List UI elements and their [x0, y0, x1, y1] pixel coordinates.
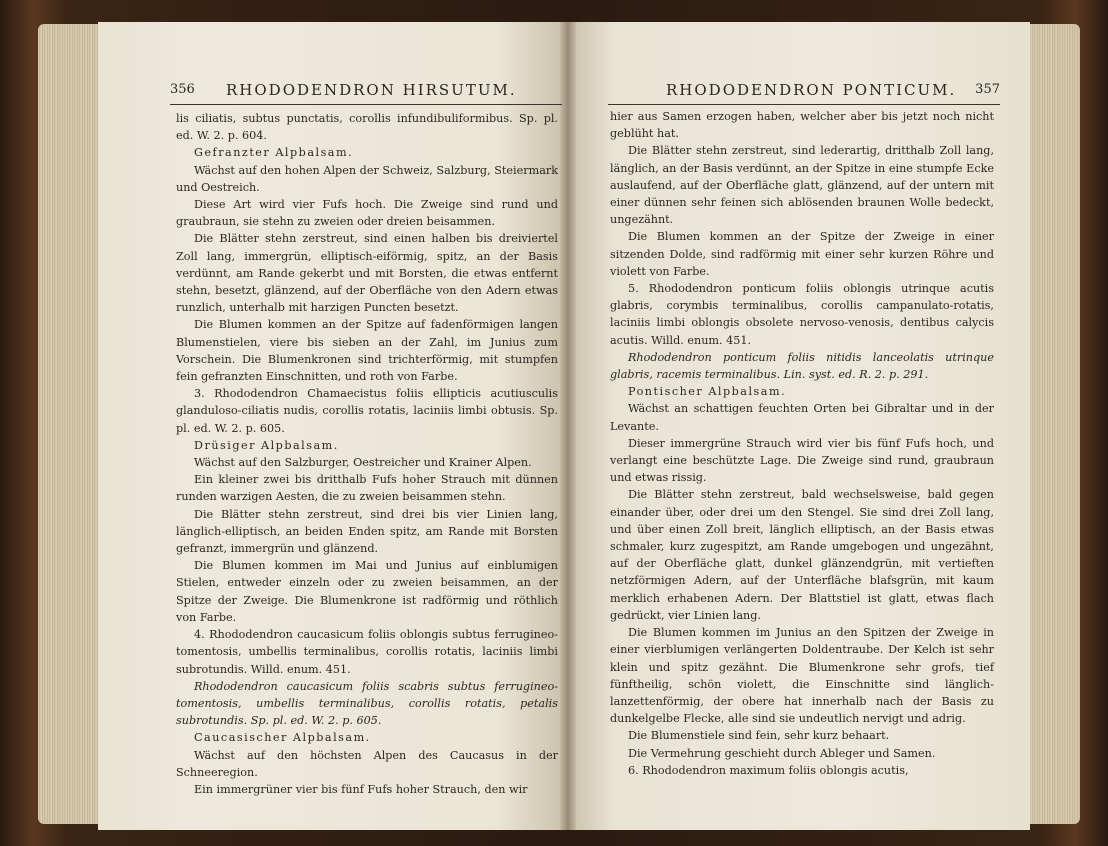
paragraph: Die Blätter stehn zerstreut, sind drei bis vier Linien lang, länglich-elliptisch, an beiden Enden spitz, am Rande mit Borsten gefranzt, immergrün und glänzend.	[176, 507, 558, 556]
species-common-name: Caucasischer Alpbalsam.	[194, 731, 371, 745]
left-running-header	[170, 80, 562, 105]
paragraph: Dieser immergrüne Strauch wird vier bis fünf Fufs hoch, und verlangt eine beschützte Lage. Die Zweige sind rund, graubraun und etwas rissig.	[610, 436, 994, 485]
paragraph: Wächst auf den höchsten Alpen des Caucasus in der Schneeregion.	[176, 748, 558, 779]
right-header-title: RHODODENDRON PONTICUM.	[666, 81, 957, 99]
paragraph: Ein kleiner zwei bis dritthalb Fufs hoher Strauch mit dünnen runden warzigen Aesten, die zu zweien beisammen stehn.	[176, 473, 558, 504]
species-entry: 3. Rhododendron Chamaecistus foliis ellipticis acutiusculis glanduloso-ciliatis nudis, corollis rotatis, laciniis limbi obtusis. Sp. pl. ed. W. 2. p. 605.	[176, 387, 558, 435]
paragraph: Wächst auf den hohen Alpen der Schweiz, Salzburg, Steiermark und Oestreich.	[176, 163, 558, 194]
right-body-text	[610, 108, 994, 779]
synonym-entry: Rhododendron caucasicum foliis scabris subtus ferrugineo-tomentosis, umbellis terminalibus, corollis rotatis, petalis subrotundis. Sp. pl. ed. W. 2. p. 605.	[176, 679, 558, 728]
species-entry: 4. Rhododendron caucasicum foliis oblongis subtus ferrugineo-tomentosis, umbellis terminalibus, corollis rotatis, laciniis limbi subrotundis. Willd. enum. 451.	[176, 628, 558, 676]
paragraph: Die Blumen kommen an der Spitze auf fadenförmigen langen Blumenstielen, viere bis sieben an der Zahl, im Junius zum Vorschein. Die Blumenkronen sind trichterförmig, mit stumpfen fein gefranzten Einschnitten, und roth von Farbe.	[176, 318, 558, 384]
paragraph: Die Blätter stehn zerstreut, sind lederartig, dritthalb Zoll lang, länglich, an der Basis verdünnt, an der Spitze in eine stumpfe Ecke auslaufend, auf der Oberfläche glatt, glänzend, auf der untern mit einer dünnen sehr feinen sich ablösenden braunen Wolle bedeckt, ungezähnt.	[610, 144, 994, 227]
left-page	[98, 22, 568, 830]
right-running-header	[608, 80, 1000, 105]
left-body-text	[176, 110, 558, 798]
paragraph: Die Blätter stehn zerstreut, bald wechselsweise, bald gegen einander über, oder drei um den Stengel. Sie sind drei Zoll lang, und über einen Zoll breit, länglich elliptisch, an der Basis etwas schmaler, kurz zugespitzt, am Rande umgebogen und ungezähnt, auf der Oberfläche glatt, dunkel glänzendgrün, mit vertieften netzförmigen Adern, auf der Unterfläche blafsgrün, mit kaum merklich erhabenen Adern. Der Blattstiel ist glatt, etwas flach gedrückt, vier Linien lang.	[610, 488, 994, 622]
page-edges-right	[1028, 24, 1080, 824]
paragraph: Die Blumen kommen an der Spitze der Zweige in einer sitzenden Dolde, sind radförmig mit einer sehr kurzen Röhre und violett von Farbe.	[610, 230, 994, 278]
species-common-name: Drüsiger Alpbalsam.	[194, 438, 339, 452]
synonym-entry: Rhododendron ponticum foliis nitidis lanceolatis utrinque glabris, racemis terminalibus. Lin. syst. ed. R. 2. p. 291.	[610, 350, 994, 382]
page-edges-left	[38, 24, 100, 824]
species-common-name: Gefranzter Alpbalsam.	[194, 146, 354, 160]
paragraph: hier aus Samen erzogen haben, welcher aber bis jetzt noch nicht geblüht hat.	[610, 110, 994, 141]
paragraph: Ein immergrüner vier bis fünf Fufs hoher Strauch, den wir	[194, 782, 528, 796]
paragraph: Die Blumen kommen im Mai und Junius auf einblumigen Stielen, entweder einzeln oder zu zweien beisammen, an der Spitze der Zweige. Die Blumenkrone ist radförmig und röthlich von Farbe.	[176, 559, 558, 624]
paragraph: Die Blumenstiele sind fein, sehr kurz behaart.	[628, 729, 890, 743]
right-page-number: 357	[975, 82, 1000, 97]
paragraph: Wächst an schattigen feuchten Orten bei Gibraltar und in der Levante.	[610, 402, 994, 433]
paragraph: lis ciliatis, subtus punctatis, corollis infundibuliformibus. Sp. pl. ed. W. 2. p. 604.	[176, 112, 558, 143]
species-entry: 6. Rhododendron maximum foliis oblongis acutis,	[628, 763, 909, 777]
species-entry: 5. Rhododendron ponticum foliis oblongis utrinque acutis glabris, corymbis terminalibus, corollis campanulato-rotatis, laciniis limbi oblongis obsolete nervoso-venosis, dentibus calycis acutis. Willd. enum. 451.	[610, 282, 994, 347]
paragraph: Diese Art wird vier Fufs hoch. Die Zweige sind rund und graubraun, sie stehn zu zweien oder dreien beisammen.	[176, 198, 558, 229]
left-header-title: RHODODENDRON HIRSUTUM.	[226, 81, 517, 99]
paragraph: Die Blumen kommen im Junius an den Spitzen der Zweige in einer vierblumigen verlängerten Doldentraube. Der Kelch ist sehr klein und spitz gezähnt. Die Blumenkrone sehr grofs, tief fünftheilig, schön violett, die Einschnitte sind länglich-lanzettenförmig, der obere hat innerhalb nach der Basis zu dunkelgelbe Flecke, alle sind sie undeutlich nervigt und adrig.	[610, 626, 994, 726]
paragraph: Die Blätter stehn zerstreut, sind einen halben bis dreiviertel Zoll lang, immergrün, elliptisch-eiförmig, spitz, an der Basis verdünnt, am Rande gekerbt und mit Borsten, die etwas entfernt stehn, besetzt, glänzend, auf der Oberfläche von den Adern etwas runzlich, unterhalb mit harzigen Puncten besetzt.	[176, 232, 558, 315]
paragraph: Die Vermehrung geschieht durch Ableger und Samen.	[628, 746, 936, 760]
book-gutter	[560, 22, 576, 830]
species-common-name: Pontischer Alpbalsam.	[628, 385, 787, 399]
left-page-number: 356	[170, 82, 195, 97]
paragraph: Wächst auf den Salzburger, Oestreicher und Krainer Alpen.	[194, 456, 532, 470]
right-page	[568, 22, 1030, 830]
